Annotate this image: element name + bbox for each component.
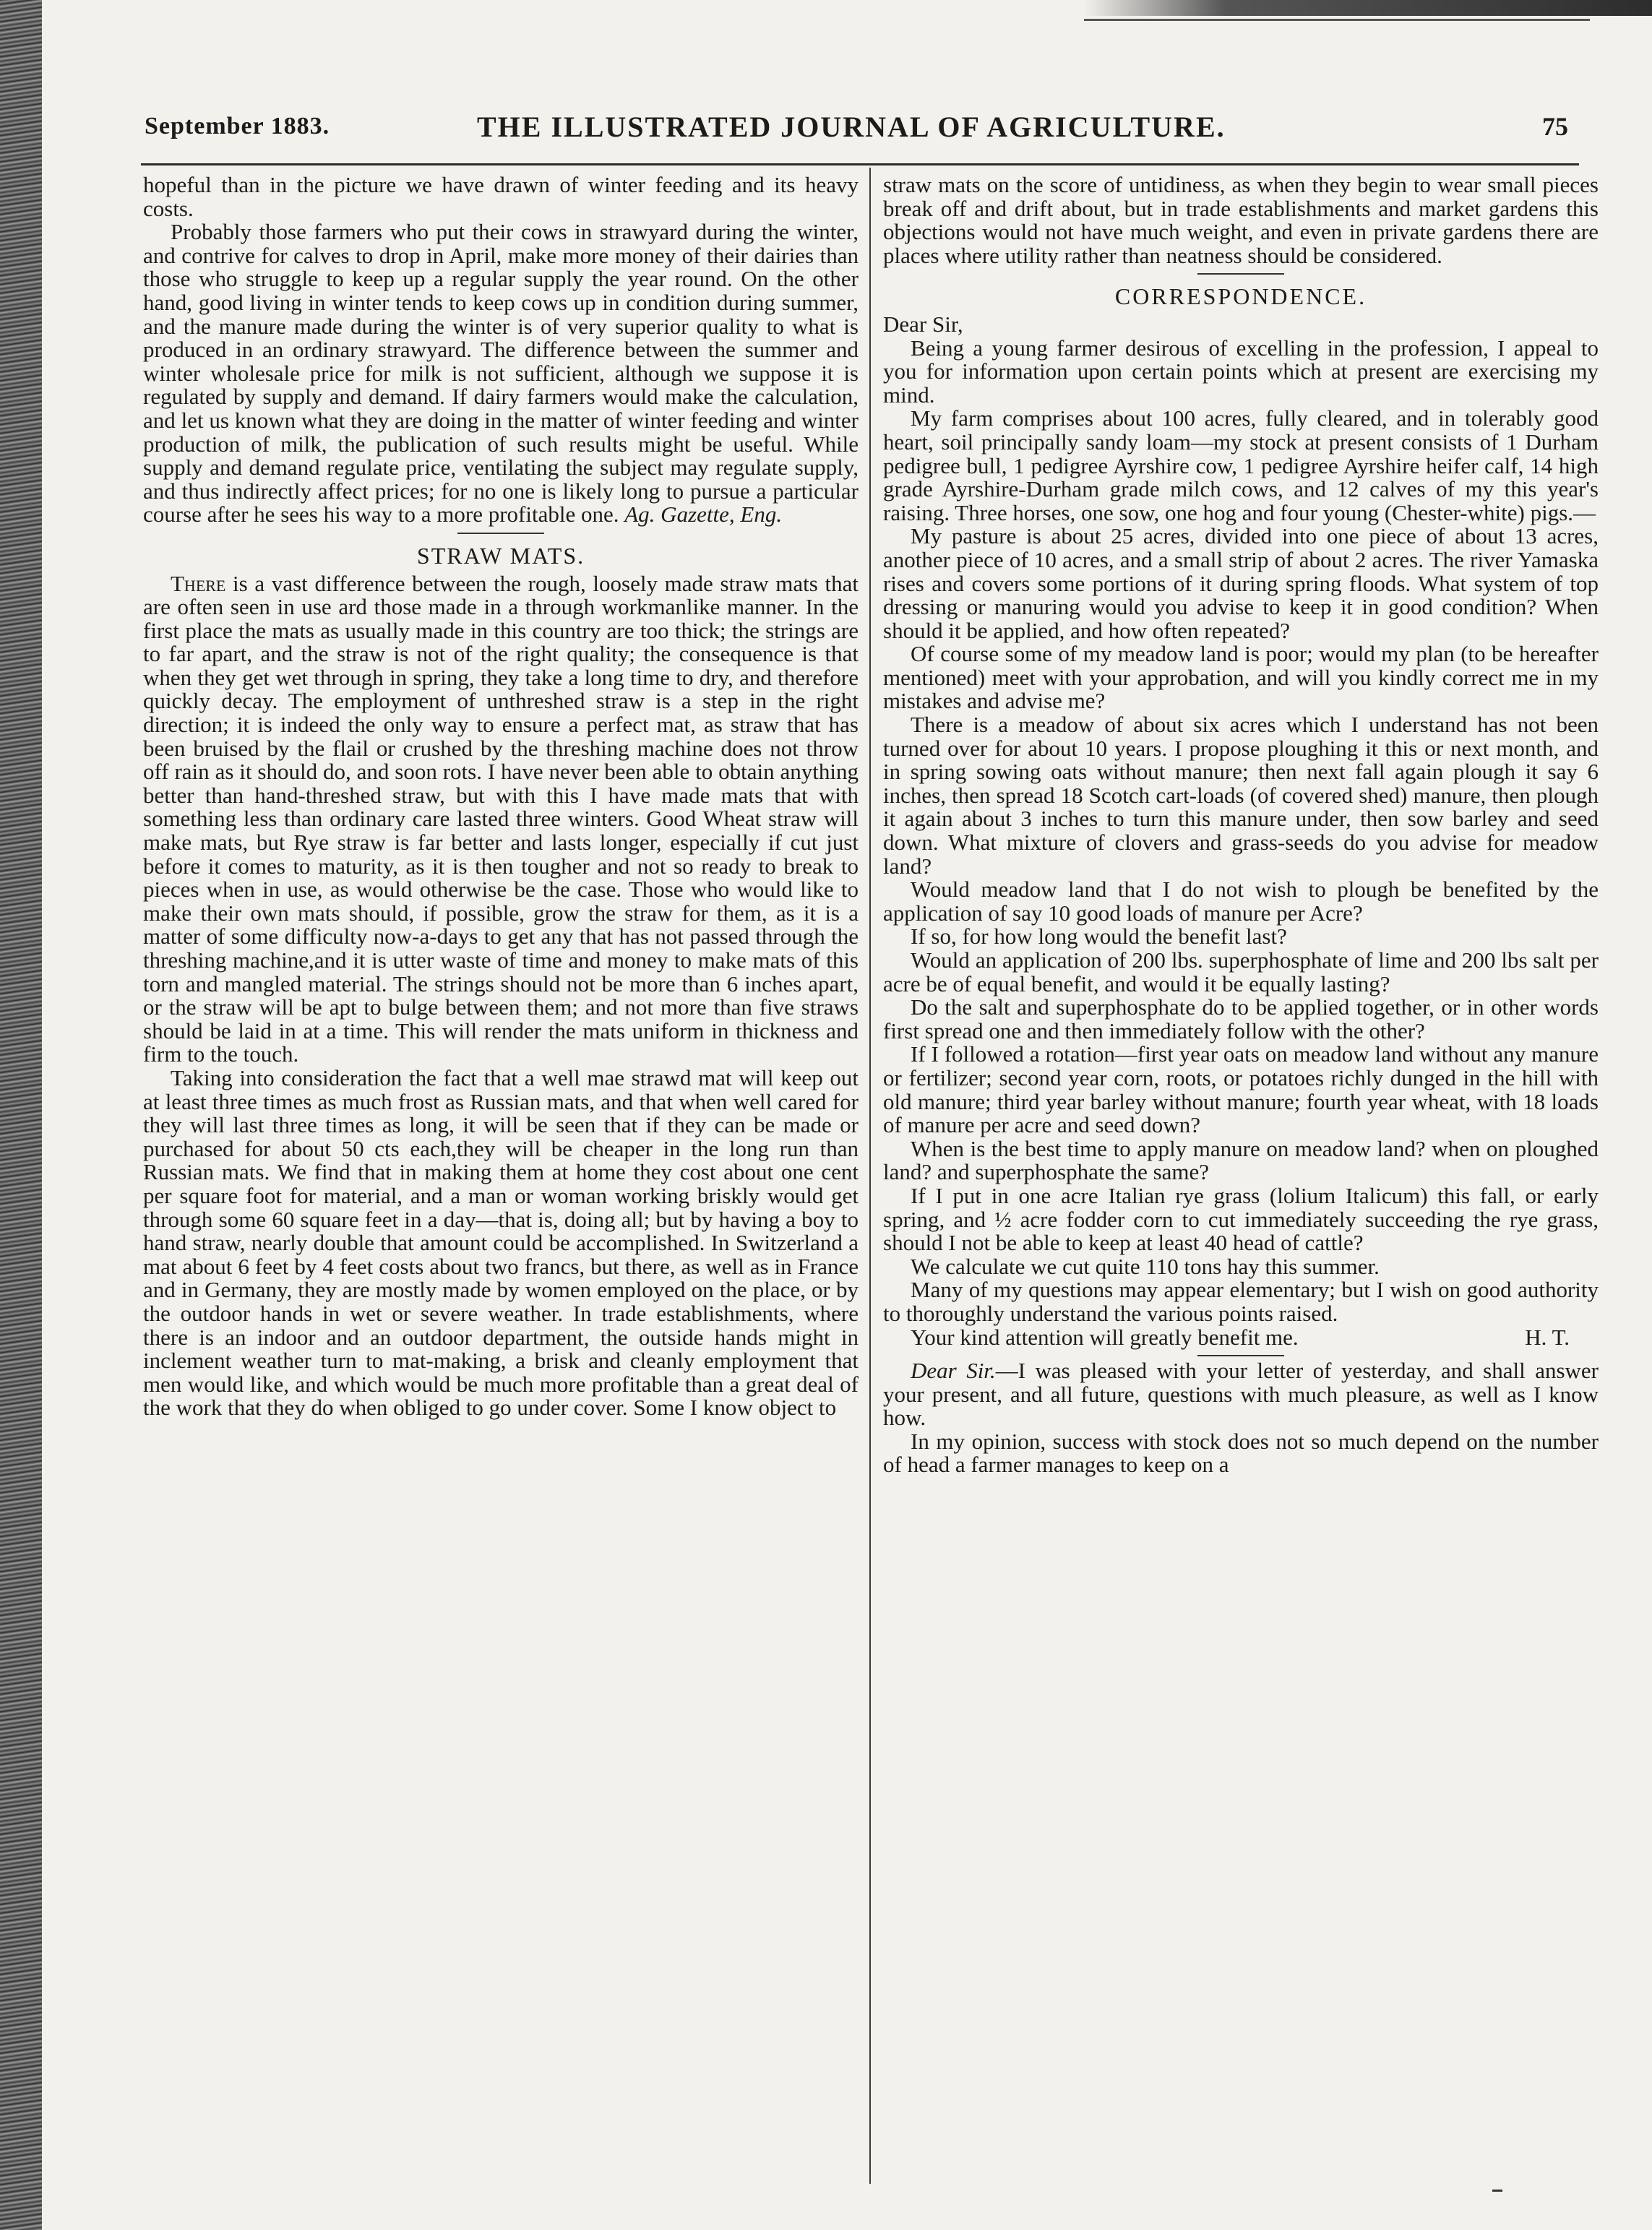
running-header	[116, 106, 1583, 149]
column-divider	[869, 168, 871, 2184]
paragraph: If I put in one acre Italian rye grass (lolium Italicum) this fall, or early spring, and ½ acre fodder corn to cut immediately succeeding the rye grass, should I not be able to keep at least 40 head of cattle?	[883, 1182, 1599, 1256]
paragraph: Being a young farmer desirous of excelling in the profession, I appeal to you for information upon certain points which at present are exercising my mind.	[883, 335, 1599, 408]
paragraph: Do the salt and superphosphate do to be applied together, or in other words first spread one and then immediately follow with the other?	[883, 994, 1599, 1043]
paragraph: Of course some of my meadow land is poor; would my plan (to be hereafter mentioned) meet with your approbation, and will you kindly correct me in my mistakes and advise me?	[883, 641, 1599, 714]
source-citation: Ag. Gazette, Eng.	[624, 501, 783, 528]
letter-signature: H. T.	[1525, 1324, 1570, 1350]
paragraph: Many of my questions may appear elementary; but I wish on good authority to thoroughly understand the various points raised.	[883, 1277, 1599, 1326]
paragraph: My pasture is about 25 acres, divided into one piece of about 13 acres, another piece of 10 acres, and a small strip of about 2 acres. The river Yamaska rises and covers some portions of it during spring floods. What system of top dressing or manuring would you advise to keep it in good condition? When should it be applied, and how often repeated?	[883, 523, 1599, 643]
paragraph	[143, 572, 859, 1067]
paragraph	[143, 220, 859, 527]
header-date: September 1883.	[145, 113, 330, 139]
left-column	[143, 173, 859, 1420]
paragraph: Would meadow land that I do not wish to plough be benefited by the application of say 10 good loads of manure per Acre?	[883, 877, 1599, 926]
section-heading-straw-mats: STRAW MATS.	[416, 542, 585, 569]
header-rule	[141, 163, 1579, 165]
paragraph: straw mats on the score of untidiness, as when they begin to wear small pieces break off and drift about, but in trade establishments and market gardens this objections would not have much weight, and even in private gardens there are places where utility rather than neatness should be considered.	[883, 172, 1599, 268]
page-number: 75	[1542, 112, 1568, 141]
paragraph: If so, for how long would the benefit last?	[911, 924, 1287, 950]
paragraph: There is a meadow of about six acres which I understand has not been turned over for about 10 years. I propose ploughing it this or next month, and in spring sowing oats without manure; then next fall again plough it say 6 inches, then spread 18 Scotch cart-loads (of covered shed) manure, then plough it again about 3 inches to turn this manure under, then sow barley and seed down. What mixture of clovers and grass-seeds do you advise for meadow land?	[883, 712, 1599, 879]
letter-closing	[883, 1326, 1599, 1350]
paragraph: When is the best time to apply manure on meadow land? when on ploughed land? and superphosphate the same?	[883, 1135, 1599, 1185]
scan-artifact-line	[1084, 19, 1590, 21]
paragraph	[883, 1359, 1599, 1430]
paragraph: Taking into consideration the fact that a well mae strawd mat will keep out at least three times as much frost as Russian mats, and that when well cared for they will last three times as long, it will be seen that if they can be made or purchased for about 50 cts each,they will be cheaper in the long run than Russian mats. We find that in making them at home they cost about one cent per square foot for material, and a man or woman working briskly would get through some 60 square feet in a day—that is, doing all; but by having a boy to hand straw, nearly double that amount could be accomplished. In Switzerland a mat about 6 feet by 4 feet costs about two francs, but there, as well as in France and in Germany, they are mostly made by women employed on the place, or by the outdoor hands in wet or severe weather. In trade establishments, where there is an indoor and an outdoor department, the outside hands might in inclement weather turn to mat-making, a brisk and cleanly employment that men would like, and which would be much more profitable than a great deal of the work that they do when obliged to go under cover. Some I know object to	[143, 1064, 859, 1421]
page-mark	[1492, 2190, 1502, 2192]
letter-salutation: Dear Sir,	[883, 311, 963, 337]
paragraph-text: Probably those farmers who put their cows in strawyard during the winter, and contrive for calves to drop in April, make more money of their dairies than those who struggle to keep up a regular supply the year round. On the other hand, good living in winter tends to keep cows up in condition during summer, and the manure made during the winter is of very superior quality to what is produced in an ordinary strawyard. The difference between the summer and winter wholesale price for milk is not sufficient, although we suppose it is regulated by supply and demand. If dairy farmers would make the calculation, and let us known what they are doing in the matter of winter feeding and winter production of milk, the publication of such results might be useful. While supply and demand regulate price, ventilating the subject may regulate supply, and thus indirectly affect prices; for no one is likely long to pursue a particular course after he sees his way to a more profitable one.	[143, 219, 859, 528]
scan-artifact-bar	[1084, 0, 1652, 16]
lead-word: There	[171, 570, 226, 596]
section-separator	[1197, 273, 1284, 275]
paragraph: In my opinion, success with stock does not so much depend on the number of head a farmer manages to keep on a	[883, 1428, 1599, 1478]
paragraph-text: —I was pleased with your letter of yesterday, and shall answer your present, and all future, questions with much pleasure, as well as I know how.	[883, 1358, 1599, 1431]
paragraph: hopeful than in the picture we have drawn of winter feeding and its heavy costs.	[143, 172, 859, 221]
paragraph: We calculate we cut quite 110 tons hay this summer.	[911, 1253, 1380, 1279]
paragraph: Would an application of 200 lbs. superphosphate of lime and 200 lbs salt per acre be of equal benefit, and would it be equally lasting?	[883, 947, 1599, 996]
section-separator	[1197, 1355, 1284, 1356]
reply-salutation: Dear Sir.	[911, 1358, 996, 1384]
journal-title: THE ILLUSTRATED JOURNAL OF AGRICULTURE.	[477, 111, 1226, 143]
paragraph-text: is a vast difference between the rough, loosely made straw mats that are often seen in use ard those made in a through workmanlike manner. In the first place the mats as usually made in this country are too thick; the strings are to far apart, and the straw is not of the right quality; the consequence is that when they get wet through in spring, they take a long time to dry, and therefore quickly decay. The employment of unthreshed straw is a step in the right direction; it is indeed the only way to ensure a perfect mat, as straw that has been bruised by the flail or crushed by the threshing machine does not throw off rain as it should do, and soon rots. I have never been able to obtain anything better than hand-threshed straw, but with this I have made mats that with something less than ordinary care lasted three winters. Good Wheat straw will make mats, but Rye straw is far better and lasts longer, especially if cut just before it comes to maturity, as it is then tougher and not so ready to break to pieces when in use, as would otherwise be the case. Those who would like to make their own mats should, if possible, grow the straw for them, as it is a matter of some difficulty now-a-days to get any that has not passed through the threshing machine,and it is utter waste of time and money to make mats of this torn and mangled material. The strings should not be more than 6 inches apart, or the straw will be apt to bulge between them; and not more than five straws should be laid in at a time. This will render the mats uniform in thickness and firm to the touch.	[143, 570, 859, 1067]
paragraph: My farm comprises about 100 acres, fully cleared, and in tolerably good heart, soil principally sandy loam—my stock at present consists of 1 Durham pedigree bull, 1 pedigree Ayrshire cow, 1 pedigree Ayrshire heifer calf, 14 high grade Ayrshire-Durham grade milch cows, and 12 calves of my this year's raising. Three horses, one sow, one hog and four young (Chester-white) pigs.—	[883, 405, 1599, 525]
section-separator	[457, 533, 544, 534]
right-column	[883, 173, 1599, 1477]
section-heading-correspondence: CORRESPONDENCE.	[1114, 283, 1367, 310]
page-binding-edge	[0, 0, 42, 2230]
closing-text: Your kind attention will greatly benefit me.	[911, 1324, 1299, 1350]
paragraph: If I followed a rotation—first year oats on meadow land without any manure or fertilizer; second year corn, roots, or potatoes richly dunged in the hill with old manure; third year barley without manure; fourth year wheat, with 18 loads of manure per acre and seed down?	[883, 1041, 1599, 1138]
